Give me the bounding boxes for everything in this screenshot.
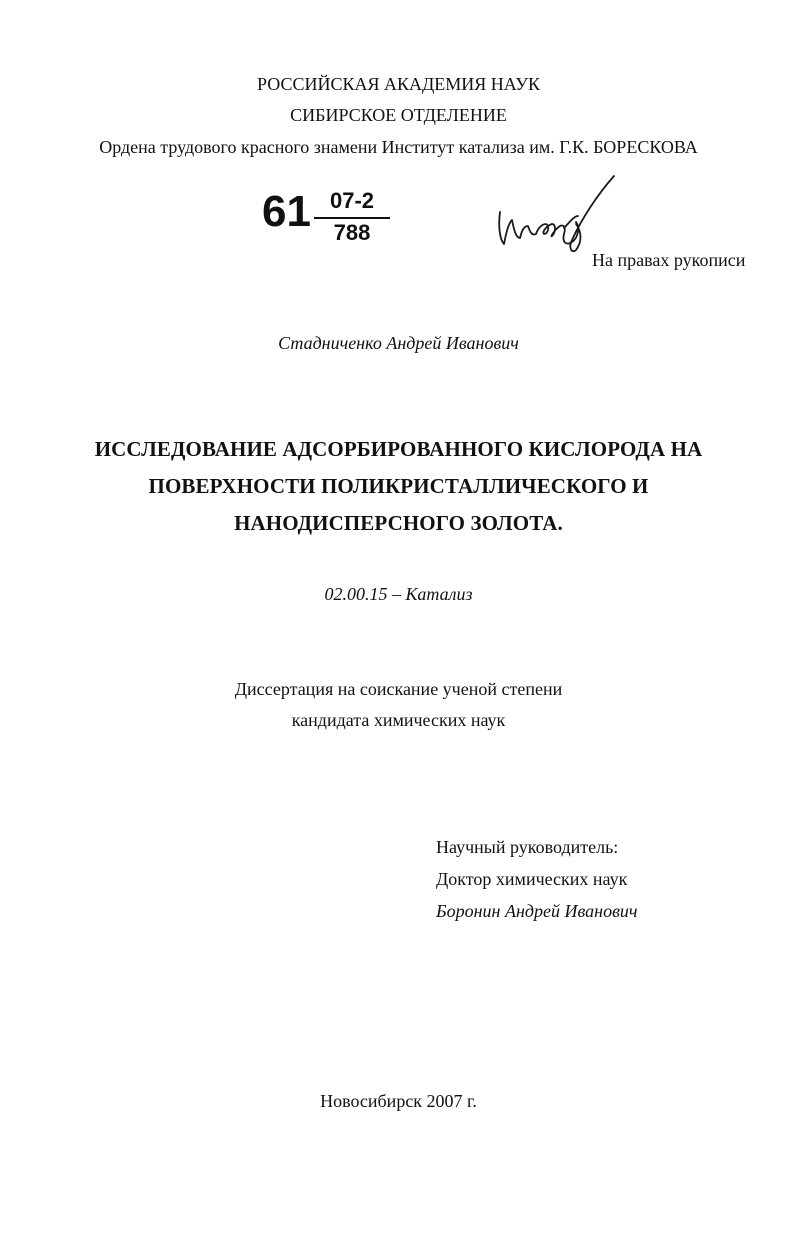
degree-line-1: Диссертация на соискание ученой степени (234, 679, 563, 699)
fraction-bar (314, 217, 390, 219)
city-year: Новосибирск 2007 г. (320, 1091, 477, 1111)
library-code-denominator: 788 (333, 220, 371, 245)
branch-name: СИБИРСКОЕ ОТДЕЛЕНИЕ (290, 105, 507, 125)
supervisor-name: Боронин Андрей Иванович (436, 901, 638, 921)
supervisor-label: Научный руководитель: (436, 837, 619, 857)
author-name: Стадниченко Андрей Иванович (278, 333, 519, 353)
library-code-main: 61 (262, 187, 311, 236)
institute-name: Ордена трудового красного знамени Институт катализа им. Г.К. БОРЕСКОВА (99, 137, 698, 157)
specialty: 02.00.15 – Катализ (324, 584, 473, 604)
rights-note: На правах рукописи (592, 250, 746, 270)
supervisor-rank: Доктор химических наук (436, 869, 628, 889)
library-code-fraction (314, 188, 390, 248)
degree-line-2: кандидата химических наук (291, 710, 506, 730)
thesis-title-line-3: НАНОДИСПЕРСНОГО ЗОЛОТА. (234, 511, 563, 535)
thesis-title-line-2: ПОВЕРХНОСТИ ПОЛИКРИСТАЛЛИЧЕСКОГО И (148, 474, 649, 498)
thesis-title-line-1: ИССЛЕДОВАНИЕ АДСОРБИРОВАННОГО КИСЛОРОДА НА (94, 437, 703, 461)
academy-name: РОССИЙСКАЯ АКАДЕМИЯ НАУК (257, 74, 540, 94)
library-code-numerator: 07-2 (329, 188, 375, 213)
handwritten-signature (490, 172, 620, 256)
